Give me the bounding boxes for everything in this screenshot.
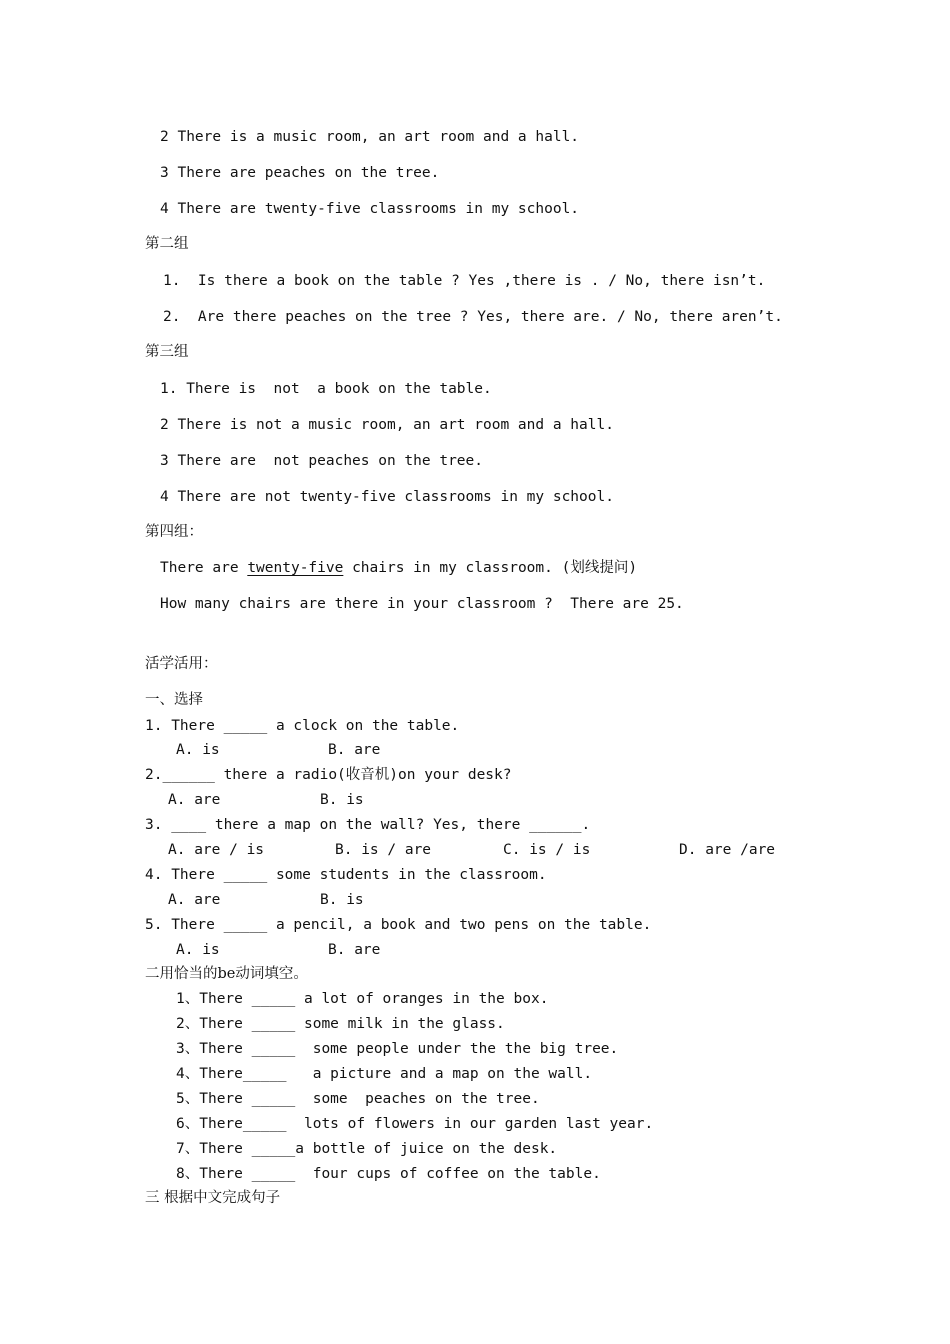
- group1-line-4: 4 There are twenty-five classrooms in my school.: [160, 201, 580, 217]
- group3-line-2: 2 There is not a music room, an art room and a hall.: [160, 417, 614, 433]
- fill-item-7: 7、There _____a bottle of juice on the desk.: [176, 1141, 558, 1157]
- group4-line-1-post: chairs in my classroom. (划线提问): [343, 560, 638, 576]
- question-1: 1. There _____ a clock on the table.: [145, 718, 460, 734]
- question-3: 3. ____ there a map on the wall? Yes, there ______.: [145, 817, 591, 833]
- part1-heading: 一、选择: [145, 692, 203, 708]
- question-3-option-d: D. are /are: [679, 842, 776, 858]
- group4-line-1-pre: There are: [160, 560, 248, 576]
- question-3-option-a: A. are / is: [168, 842, 265, 858]
- question-1-option-a: A. is: [176, 742, 220, 758]
- part3-heading: 三 根据中文完成句子: [145, 1190, 281, 1206]
- question-5: 5. There _____ a pencil, a book and two pens on the table.: [145, 917, 652, 933]
- question-4-option-a: A. are: [168, 892, 221, 908]
- fill-item-5: 5、There _____ some peaches on the tree.: [176, 1091, 540, 1107]
- group4-underlined-part: twenty-five: [247, 560, 344, 576]
- group2-line-1: 1. Is there a book on the table ? Yes ,there is . / No, there isn’t.: [163, 273, 766, 289]
- fill-item-3: 3、There _____ some people under the the big tree.: [176, 1041, 619, 1057]
- fill-item-2: 2、There _____ some milk in the glass.: [176, 1016, 505, 1032]
- question-5-option-b: B. are: [328, 942, 381, 958]
- group4-line-1: [160, 558, 637, 578]
- fill-item-6: 6、There_____ lots of flowers in our garden last year.: [176, 1116, 654, 1132]
- group3-line-1: 1. There is not a book on the table.: [160, 381, 492, 397]
- group2-heading: 第二组: [145, 236, 189, 252]
- question-5-option-a: A. is: [176, 942, 220, 958]
- question-3-option-b: B. is / are: [335, 842, 432, 858]
- group4-heading: 第四组：: [145, 524, 203, 540]
- group1-line-2: 2 There is a music room, an art room and a hall.: [160, 129, 580, 145]
- group3-heading: 第三组: [145, 344, 189, 360]
- practice-heading: 活学活用：: [145, 656, 218, 672]
- question-4: 4. There _____ some students in the classroom.: [145, 867, 547, 883]
- group3-line-3: 3 There are not peaches on the tree.: [160, 453, 484, 469]
- question-2-option-b: B. is: [320, 792, 364, 808]
- fill-item-8: 8、There _____ four cups of coffee on the table.: [176, 1166, 601, 1182]
- question-2: 2.______ there a radio(收音机)on your desk?: [145, 767, 512, 783]
- question-4-option-b: B. is: [320, 892, 364, 908]
- question-2-option-a: A. are: [168, 792, 221, 808]
- question-1-option-b: B. are: [328, 742, 381, 758]
- question-3-option-c: C. is / is: [503, 842, 591, 858]
- group4-line-2: How many chairs are there in your classroom ? There are 25.: [160, 596, 684, 612]
- group2-line-2: 2. Are there peaches on the tree ? Yes, there are. / No, there aren’t.: [163, 309, 783, 325]
- group1-line-3: 3 There are peaches on the tree.: [160, 165, 440, 181]
- part2-heading: 二用恰当的be动词填空。: [145, 966, 308, 982]
- group3-line-4: 4 There are not twenty-five classrooms in my school.: [160, 489, 614, 505]
- fill-item-1: 1、There _____ a lot of oranges in the box.: [176, 991, 549, 1007]
- fill-item-4: 4、There_____ a picture and a map on the wall.: [176, 1066, 593, 1082]
